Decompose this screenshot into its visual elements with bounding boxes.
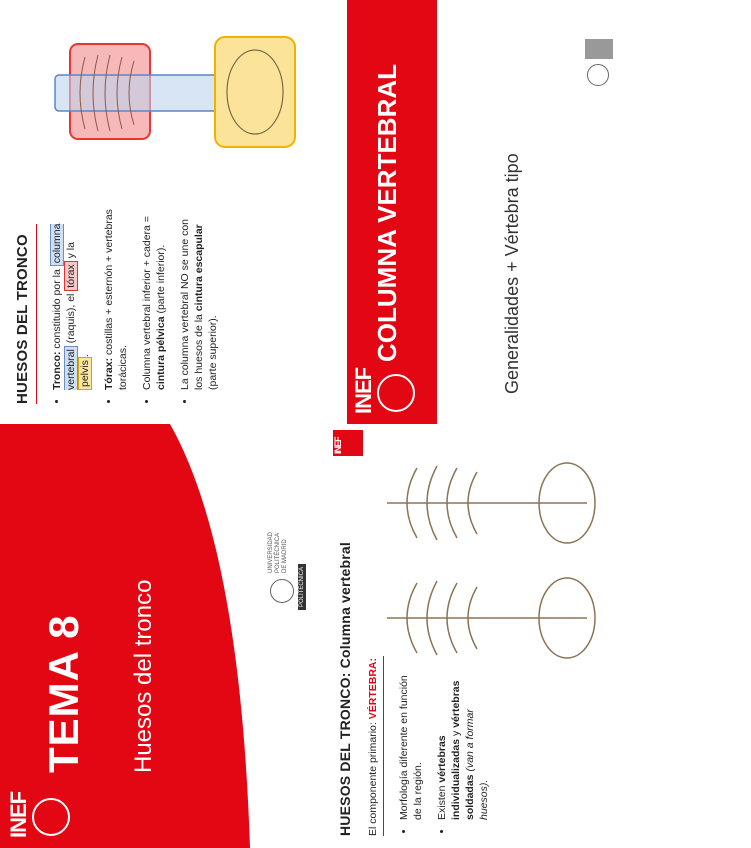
title-underline (36, 224, 37, 404)
red-banner (0, 424, 250, 848)
bullet-cintura-pelvica: • Columna vertebral inferior + cadera = cintura pélvica (parte inferior). (140, 205, 168, 390)
slide-title: HUESOS DEL TRONCO (14, 234, 31, 404)
intro-line: El componente primario: VÉRTEBRA: (367, 658, 379, 836)
bullet-list (397, 670, 501, 834)
slide-subtitle: Huesos del tronco (130, 579, 157, 773)
slide-title: COLUMNA VERTEBRAL (372, 63, 402, 362)
inef-logo: INEF (6, 792, 66, 840)
upm-logo-icon (585, 39, 613, 59)
bullet-vertebras: • Existen vértebras individualizadas y vértebras soldadas (van a formar huesos). (435, 670, 491, 820)
uni-name: UNIVERSIDAD POLITÉCNICA DE MADRID (268, 531, 288, 573)
bullet-list (50, 205, 230, 404)
bullet-tronco: • Tronco: constituido por la columna vertebral (raquis), el tórax y la pelvis. (50, 205, 92, 390)
skeleton-images (367, 438, 647, 673)
slide-columna-vertebral-intro (327, 424, 751, 836)
bullet-torax: • Tórax: costillas + esternón + vertebras torácicas. (102, 205, 130, 390)
upm-seal-icon (270, 579, 294, 603)
politecnica-badge: POLITÉCNICA (298, 564, 306, 610)
bullet-morfologia: • Morfología diferente en función de la región. (397, 670, 425, 820)
slide-subtitle: Generalidades + Vértebra tipo (502, 153, 522, 394)
slide-columna-vertebral-title (327, 0, 751, 414)
upm-seal-icon (587, 64, 609, 86)
intro-underline (383, 656, 384, 836)
inef-logo: INEF (351, 368, 411, 416)
inef-logo: INEF (333, 430, 363, 456)
bullet-cintura-escapular: • La columna vertebral NO se une con los huesos de la cintura escapular (parte superior). (178, 205, 220, 390)
slide-title: TEMA 8 (40, 614, 87, 773)
slide-title: HUESOS DEL TRONCO: Columna vertebral (337, 542, 353, 836)
trunk-skeleton-diagram (50, 19, 300, 169)
